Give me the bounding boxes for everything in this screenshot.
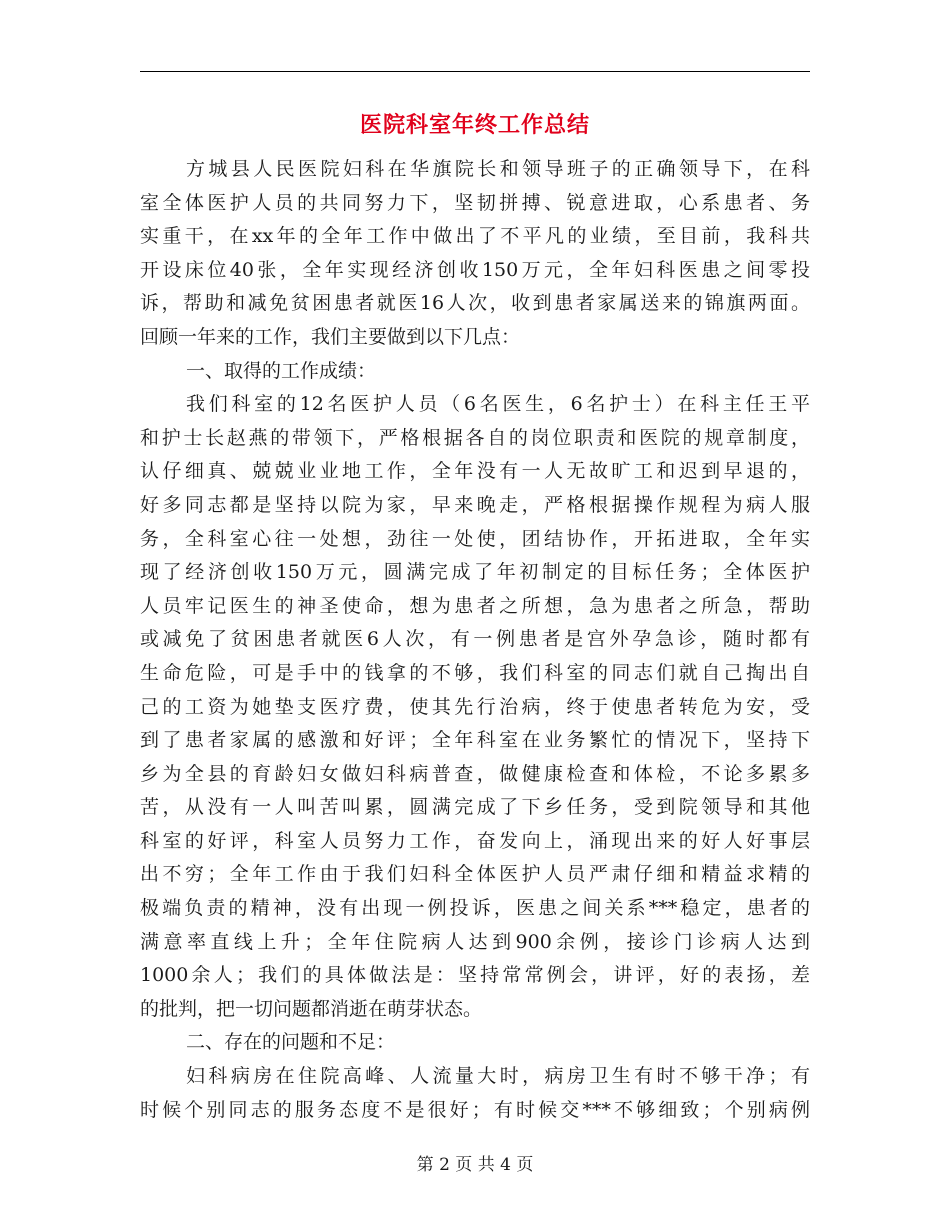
paragraph-line: 满意率直线上升；全年住院病人达到900余例，接诊门诊病人达到	[140, 930, 810, 953]
paragraph-line: 回顾一年来的工作，我们主要做到以下几点：	[140, 325, 521, 348]
paragraph-line: 乡为全县的育龄妇女做妇科病普查，做健康检查和体检，不论多累多	[140, 762, 810, 785]
paragraph-line: 1000余人；我们的具体做法是：坚持常常例会，讲评，好的表扬，差	[140, 964, 810, 987]
paragraph-line: 生命危险，可是手中的钱拿的不够，我们科室的同志们就自己掏出自	[140, 661, 810, 684]
paragraph-line: 到了患者家属的感激和好评；全年科室在业务繁忙的情况下，坚持下	[140, 729, 810, 752]
paragraph-line: 方城县人民医院妇科在华旗院长和领导班子的正确领导下，在科	[186, 158, 810, 180]
paragraph-line: 极端负责的精神，没有出现一例投诉，医患之间关系***稳定，患者的	[140, 897, 810, 920]
paragraph-line: 己的工资为她垫支医疗费，使其先行治病，终于使患者转危为安，受	[140, 695, 810, 718]
paragraph-line: 或减免了贫困患者就医6人次，有一例患者是宫外孕急诊，随时都有	[140, 628, 810, 651]
paragraph-line: 时候个别同志的服务态度不是很好；有时候交***不够细致；个别病例	[140, 1098, 810, 1121]
paragraph-line: 人员牢记医生的神圣使命，想为患者之所想，急为患者之所急，帮助	[140, 594, 810, 617]
paragraph-line: 我们科室的12名医护人员（6名医生，6名护士）在科主任王平	[186, 393, 810, 416]
paragraph-line: 认仔细真、兢兢业业地工作，全年没有一人无故旷工和迟到早退的，	[140, 460, 810, 483]
paragraph-line: 诉，帮助和减免贫困患者就医16人次，收到患者家属送来的锦旗两面。	[140, 292, 810, 315]
paragraph-line: 出不穷；全年工作由于我们妇科全体医护人员严肃仔细和精益求精的	[140, 863, 810, 886]
paragraph-line: 和护士长赵燕的带领下，严格根据各自的岗位职责和医院的规章制度，	[140, 426, 810, 449]
paragraph-line: 的批判，把一切问题都消逝在萌芽状态。	[140, 997, 483, 1020]
paragraph-line: 一、取得的工作成绩：	[186, 359, 377, 382]
paragraph-line: 二、存在的问题和不足：	[186, 1031, 396, 1054]
paragraph-line: 好多同志都是坚持以院为家，早来晚走，严格根据操作规程为病人服	[140, 493, 810, 516]
document-title: 医院科室年终工作总结	[359, 112, 590, 138]
page-number-footer: 第 2 页 共 4 页	[416, 1155, 534, 1175]
paragraph-line: 科室的好评，科室人员努力工作，奋发向上，涌现出来的好人好事层	[140, 829, 810, 852]
paragraph-line: 室全体医护人员的共同努力下，坚韧拼搏、锐意进取，心系患者、务	[140, 191, 810, 214]
paragraph-line: 苦，从没有一人叫苦叫累，圆满完成了下乡任务，受到院领导和其他	[140, 796, 810, 819]
paragraph-line: 妇科病房在住院高峰、人流量大时，病房卫生有时不够干净；有	[186, 1065, 810, 1088]
paragraph-line: 开设床位40张，全年实现经济创收150万元，全年妇科医患之间零投	[140, 258, 810, 281]
document-body	[140, 153, 810, 1127]
paragraph-line: 现了经济创收150万元，圆满完成了年初制定的目标任务；全体医护	[140, 561, 810, 584]
paragraph-line: 实重干，在xx年的全年工作中做出了不平凡的业绩，至目前，我科共	[140, 225, 810, 248]
header-rule	[140, 71, 810, 72]
paragraph-line: 务，全科室心往一处想，劲往一处使，团结协作，开拓进取，全年实	[140, 527, 810, 550]
